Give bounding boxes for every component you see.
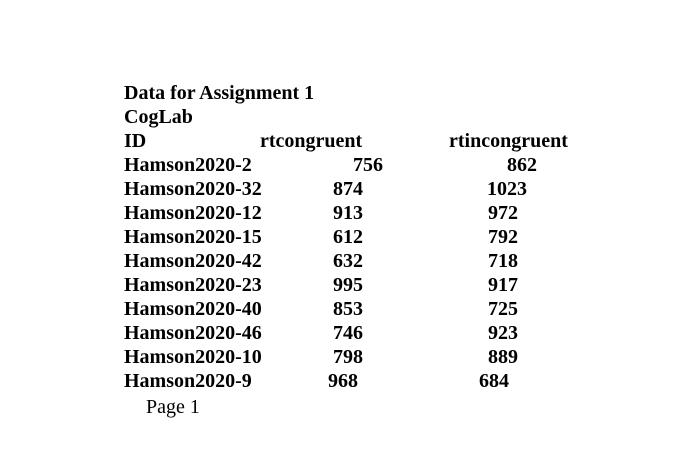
row-rtincongruent: 917 bbox=[488, 274, 518, 296]
row-rtincongruent: 684 bbox=[479, 370, 509, 392]
row-id: Hamson2020-10 bbox=[124, 346, 262, 368]
row-id: Hamson2020-15 bbox=[124, 226, 262, 248]
row-rtcongruent: 874 bbox=[333, 178, 363, 200]
header-rtincongruent: rtincongruent bbox=[449, 130, 568, 152]
row-rtincongruent: 718 bbox=[488, 250, 518, 272]
row-id: Hamson2020-40 bbox=[124, 298, 262, 320]
row-rtcongruent: 995 bbox=[333, 274, 363, 296]
row-rtincongruent: 725 bbox=[488, 298, 518, 320]
row-id: Hamson2020-42 bbox=[124, 250, 262, 272]
row-id: Hamson2020-12 bbox=[124, 202, 262, 224]
document-title: Data for Assignment 1 bbox=[124, 82, 315, 104]
row-id: Hamson2020-46 bbox=[124, 322, 262, 344]
row-rtincongruent: 792 bbox=[488, 226, 518, 248]
header-id: ID bbox=[124, 130, 147, 152]
row-rtcongruent: 968 bbox=[328, 370, 358, 392]
row-rtincongruent: 1023 bbox=[487, 178, 527, 200]
row-rtcongruent: 798 bbox=[333, 346, 363, 368]
row-rtcongruent: 632 bbox=[333, 250, 363, 272]
row-rtcongruent: 746 bbox=[333, 322, 363, 344]
row-id: Hamson2020-32 bbox=[124, 178, 262, 200]
row-id: Hamson2020-23 bbox=[124, 274, 262, 296]
row-rtincongruent: 862 bbox=[507, 154, 537, 176]
document-subtitle: CogLab bbox=[124, 106, 193, 128]
page-number: Page 1 bbox=[146, 396, 200, 418]
row-rtincongruent: 972 bbox=[488, 202, 518, 224]
row-rtincongruent: 889 bbox=[488, 346, 518, 368]
row-id: Hamson2020-9 bbox=[124, 370, 252, 392]
row-id: Hamson2020-2 bbox=[124, 154, 252, 176]
header-rtcongruent: rtcongruent bbox=[260, 130, 363, 152]
row-rtcongruent: 612 bbox=[333, 226, 363, 248]
row-rtcongruent: 756 bbox=[353, 154, 383, 176]
row-rtcongruent: 913 bbox=[333, 202, 363, 224]
row-rtincongruent: 923 bbox=[488, 322, 518, 344]
row-rtcongruent: 853 bbox=[333, 298, 363, 320]
